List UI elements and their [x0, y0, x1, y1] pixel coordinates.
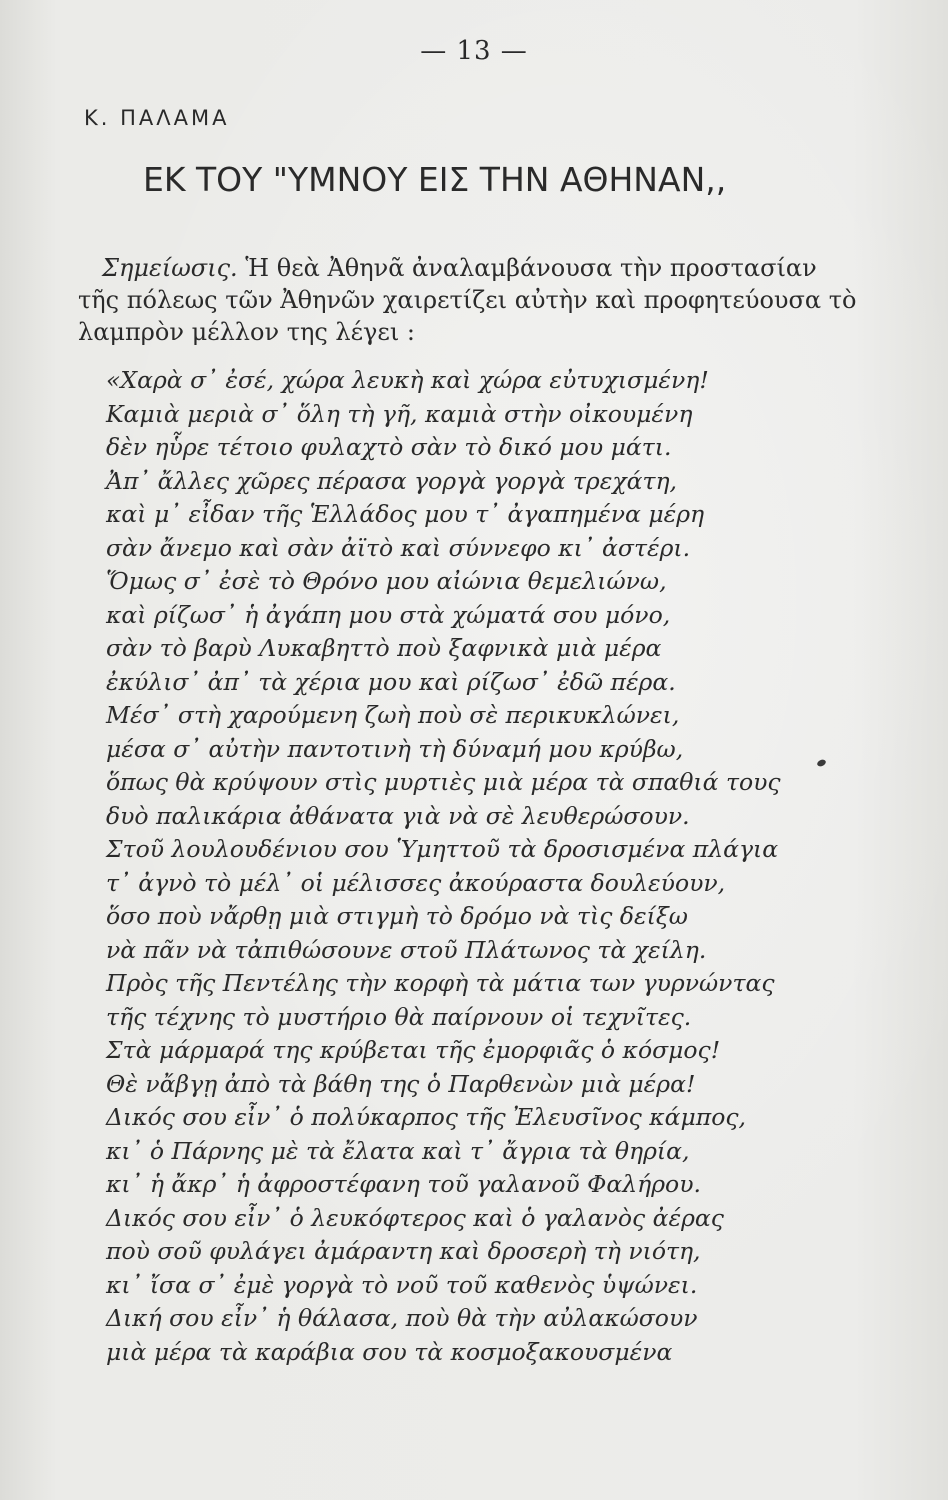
- poem-title: ΕΚ ΤΟΥ "ΥΜΝΟΥ ΕΙΣ ΤΗΝ ΑΘΗΝΑΝ,,: [143, 160, 727, 199]
- poem-line: μέσα σ᾽ αὐτὴν παντοτινὴ τὴ δύναμή μου κρύβω,: [106, 734, 684, 763]
- poem-line: τῆς τέχνης τὸ μυστήριο θὰ παίρνουν οἱ τεχνῖτες.: [106, 1002, 692, 1031]
- note-line-1: [78, 252, 858, 284]
- poem-line: καὶ μ᾽ εἶδαν τῆς Ἑλλάδος μου τ᾽ ἀγαπημένα μέρη: [106, 500, 705, 528]
- note-line-2: τῆς πόλεως τῶν Ἀθηνῶν χαιρετίζει αὐτὴν καὶ προφητεύουσα τὸ: [78, 286, 857, 314]
- poem-line: «Χαρὰ σ᾽ ἐσέ, χώρα λευκὴ καὶ χώρα εὐτυχισμένη!: [106, 366, 709, 394]
- poem-line: Δικός σου εἶν᾽ ὁ πολύκαρπος τῆς Ἐλευσῖνος κάμπος,: [106, 1103, 747, 1131]
- poem-line: Θὲ νἄβγῃ ἀπὸ τὰ βάθη της ὁ Παρθενὼν μιὰ μέρα!: [106, 1069, 696, 1098]
- poem-line: καὶ ρίζωσ᾽ ἡ ἀγάπη μου στὰ χώματά σου μόνο,: [106, 600, 671, 629]
- poem-line: ἐκύλισ᾽ ἀπ᾽ τὰ χέρια μου καὶ ρίζωσ᾽ ἐδῶ πέρα.: [106, 667, 676, 696]
- poem-line: μιὰ μέρα τὰ καράβια σου τὰ κοσμοξακουσμένα: [106, 1337, 673, 1366]
- poem-line: Πρὸς τῆς Πεντέλης τὴν κορφὴ τὰ μάτια των γυρνώντας: [106, 969, 775, 997]
- poem-line: νὰ πᾶν νὰ τἀπιθώσουνε στοῦ Πλάτωνος τὰ χείλη.: [106, 935, 707, 964]
- poem-line: Καμιὰ μεριὰ σ᾽ ὅλη τὴ γῆ, καμιὰ στὴν οἰκουμένη: [106, 399, 693, 428]
- poem-line: κι᾽ ἴσα σ᾽ ἐμὲ γοργὰ τὸ νοῦ τοῦ καθενὸς ὑψώνει.: [106, 1270, 698, 1299]
- poem-line: κι᾽ ἡ ἄκρ᾽ ἡ ἀφροστέφανη τοῦ γαλανοῦ Φαλήρου.: [106, 1170, 701, 1198]
- poem-line: κι᾽ ὁ Πάρνης μὲ τὰ ἔλατα καὶ τ᾽ ἄγρια τὰ θηρία,: [106, 1136, 690, 1165]
- poem-line: Μέσ᾽ στὴ χαρούμενη ζωὴ ποὺ σὲ περικυκλώνει,: [106, 701, 680, 729]
- poem-line: ὅσο ποὺ νἄρθῃ μιὰ στιγμὴ τὸ δρόμο νὰ τὶς δείξω: [106, 902, 688, 930]
- note-line-1-text: Ἡ θεὰ Ἀθηνᾶ ἀναλαμβάνουσα τὴν προστασίαν: [237, 254, 817, 282]
- poem-line: Δικός σου εἶν᾽ ὁ λευκόφτερος καὶ ὁ γαλανὸς ἀέρας: [106, 1203, 724, 1232]
- poem-line: δυὸ παλικάρια ἀθάνατα γιὰ νὰ σὲ λευθερώσουν.: [106, 801, 690, 830]
- poem-line: σὰν τὸ βαρὺ Λυκαβηττὸ ποὺ ξαφνικὰ μιὰ μέρα: [106, 634, 662, 662]
- poem-line: Ἀπ᾽ ἄλλες χῶρες πέρασα γοργὰ γοργὰ τρεχάτη,: [106, 466, 677, 495]
- poem-line: σὰν ἄνεμο καὶ σὰν ἀϊτὸ καὶ σύννεφο κι᾽ ἀστέρι.: [106, 533, 691, 562]
- page-number: — 13 —: [420, 36, 528, 66]
- poem-line: Στὰ μάρμαρά της κρύβεται τῆς ἐμορφιᾶς ὁ κόσμος!: [106, 1036, 721, 1064]
- poem-line: δὲν ηὗρε τέτοιο φυλαχτὸ σὰν τὸ δικό μου μάτι.: [106, 433, 672, 461]
- author-name: Κ. ΠΑΛΑΜΑ: [84, 106, 230, 130]
- note-line-3: λαμπρὸν μέλλον της λέγει :: [78, 318, 415, 346]
- poem-line: Δική σου εἶν᾽ ἡ θάλασα, ποὺ θὰ τὴν αὐλακώσουν: [106, 1304, 698, 1332]
- poem-line: ποὺ σοῦ φυλάγει ἀμάραντη καὶ δροσερὴ τὴ νιότη,: [106, 1237, 701, 1265]
- editorial-note: [78, 252, 858, 348]
- poem-body: [106, 364, 826, 1369]
- poem-line: τ᾽ ἀγνὸ τὸ μέλ᾽ οἱ μέλισσες ἀκούραστα δουλεύουν,: [106, 868, 726, 897]
- note-label: Σημείωσις.: [102, 254, 238, 282]
- poem-line: Στοῦ λουλουδένιου σου Ὑμηττοῦ τὰ δροσισμένα πλάγια: [106, 835, 779, 863]
- poem-line: ὅπως θὰ κρύψουν στὶς μυρτιὲς μιὰ μέρα τὰ σπαθιά τους: [106, 768, 781, 796]
- poem-line: Ὅμως σ᾽ ἐσὲ τὸ Θρόνο μου αἰώνια θεμελιώνω,: [106, 567, 667, 595]
